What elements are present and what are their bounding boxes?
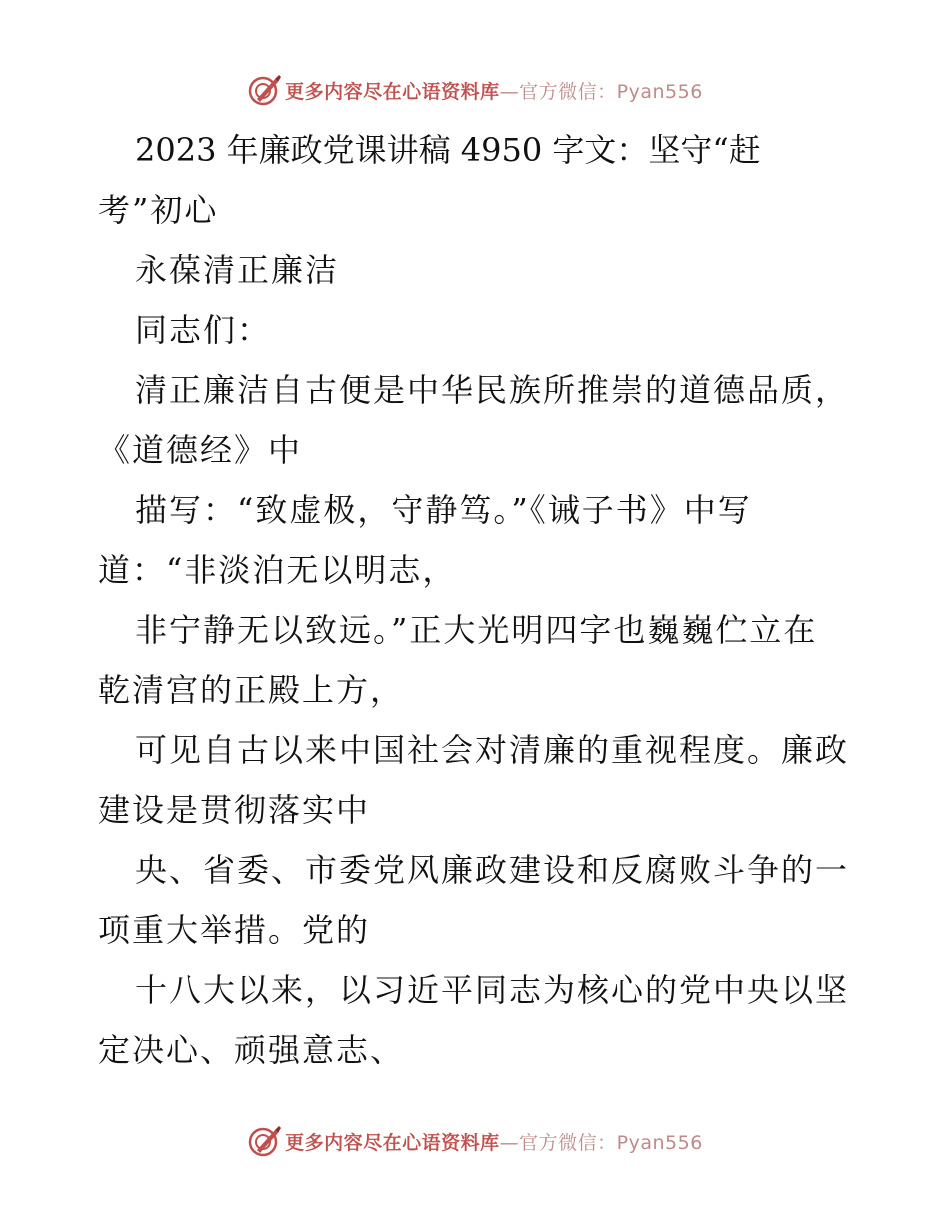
banner-wechat-text: 官方微信：Pyan556: [519, 1131, 703, 1154]
subtitle-line: 永葆清正廉洁: [135, 251, 340, 289]
pen-logo-icon: [247, 1124, 281, 1158]
paragraph-line: 项重大举措。党的: [98, 911, 371, 949]
banner-separator: —: [499, 80, 520, 103]
banner-site-text: 更多内容尽在心语资料库: [285, 80, 500, 103]
salutation-line: 同志们：: [135, 311, 272, 349]
paragraph-line: 可见自古以来中国社会对清廉的重视程度。廉政: [135, 731, 850, 769]
paragraph-line: 非宁静无以致远。”正大光明四字也巍巍伫立在: [135, 611, 818, 649]
title-line-2: 考”初心: [98, 191, 219, 229]
title-line-1: 2023 年廉政党课讲稿 4950 字文：坚守“赶: [135, 131, 761, 169]
paragraph-line: 定决心、顽强意志、: [98, 1031, 405, 1069]
footer-banner: [0, 1121, 950, 1161]
header-banner: [0, 70, 950, 110]
paragraph-line: 建设是贯彻落实中: [98, 791, 371, 829]
paragraph-line: 《道德经》中: [98, 431, 303, 469]
paragraph-line: 央、省委、市委党风廉政建设和反腐败斗争的一: [135, 851, 850, 889]
banner-wechat-text: 官方微信：Pyan556: [519, 80, 703, 103]
pen-logo-icon: [247, 73, 281, 107]
paragraph-line: 道：“非淡泊无以明志，: [98, 551, 457, 589]
paragraph-line: 描写：“致虚极，守静笃。”《诫子书》中写: [135, 491, 752, 529]
banner-site-text: 更多内容尽在心语资料库: [285, 1131, 500, 1154]
document-body: [98, 120, 858, 1080]
banner-separator: —: [499, 1131, 520, 1154]
paragraph-line: 乾清宫的正殿上方，: [98, 671, 405, 709]
paragraph-line: 清正廉洁自古便是中华民族所推崇的道德品质，: [135, 371, 850, 409]
paragraph-line: 十八大以来，以习近平同志为核心的党中央以坚: [135, 971, 850, 1009]
